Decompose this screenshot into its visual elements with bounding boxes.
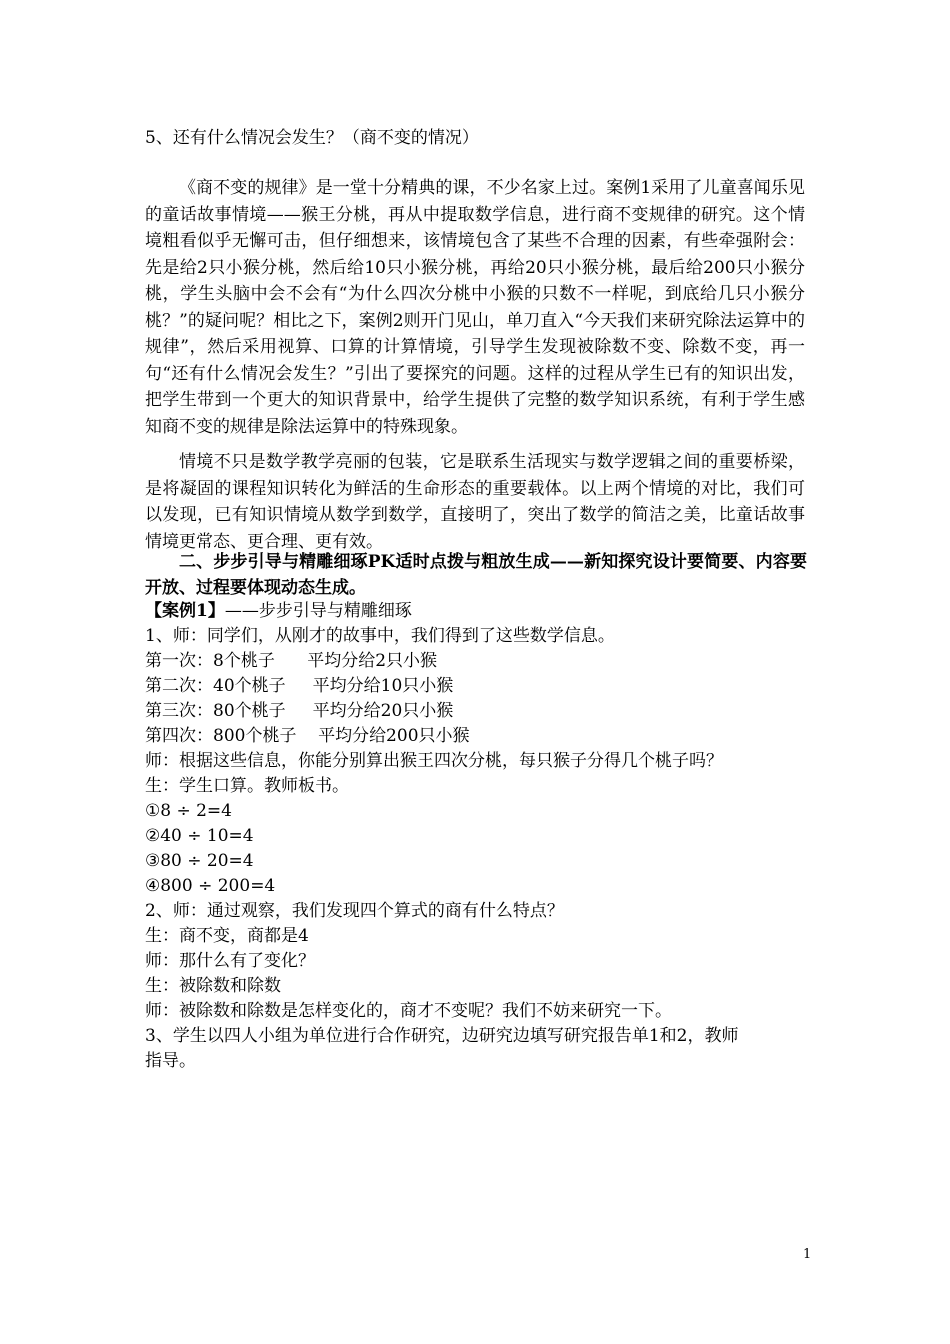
- dialog-line: 生：商不变，商都是4: [145, 926, 309, 946]
- equation-line-1: ①8 ÷ 2=4: [145, 801, 232, 821]
- dialog-line: 师：被除数和除数是怎样变化的，商才不变呢？我们不妨来研究一下。: [145, 1001, 672, 1021]
- equation-line-3: ③80 ÷ 20=4: [145, 851, 254, 871]
- info-line-2: 第二次：40个桃子 平均分给10只小猴: [145, 676, 454, 696]
- case-1-title: [145, 599, 412, 623]
- question-5-line: 5、还有什么情况会发生？（商不变的情况）: [145, 128, 479, 148]
- paragraph-analysis: 《商不变的规律》是一堂十分精典的课，不少名家上过。案例1采用了儿童喜闻乐见的童话故事情境——猴王分桃，再从中提取数学信息，进行商不变规律的研究。这个情境粗看似乎无懈可击，但仔细想来，该情境包含了某些不合理的因素，有些牵强附会：先是给2只小猴分桃，然后给10只小猴分桃，再给20只小猴分桃，最后给200只小猴分桃，学生头脑中会不会有“为什么四次分桃中小猴的只数不一样呢，到底给几只小猴分桃？”的疑问呢？相比之下，案例2则开门见山，单刀直入“今天我们来研究除法运算中的规律”，然后采用视算、口算的计算情境，引导学生发现被除数不变、除数不变，再一句“还有什么情况会发生？”引出了要探究的问题。这样的过程从学生已有的知识出发，把学生带到一个更大的知识背景中，给学生提供了完整的数学知识系统，有利于学生感知商不变的规律是除法运算中的特殊现象。: [145, 178, 805, 437]
- case-1-subtitle: ——步步引导与精雕细琢: [224, 601, 412, 621]
- section-heading-2: 二、步步引导与精雕细琢PK适时点拨与粗放生成——新知探究设计要简要、内容要开放、过程要体现动态生成。: [145, 552, 807, 598]
- dialog-line: 师：根据这些信息，你能分别算出猴王四次分桃，每只猴子分得几个桃子吗？: [145, 751, 723, 771]
- paragraph-context: 情境不只是数学教学亮丽的包装，它是联系生活现实与数学逻辑之间的重要桥梁，是将凝固的课程知识转化为鲜活的生命形态的重要载体。以上两个情境的对比，我们可以发现，已有知识情境从数学到数学，直接明了，突出了数学的简洁之美，比童话故事情境更常态、更合理、更有效。: [145, 452, 805, 552]
- info-line-4: 第四次：800个桃子 平均分给200只小猴: [145, 726, 470, 746]
- info-line-1: 第一次：8个桃子 平均分给2只小猴: [145, 651, 438, 671]
- dialog-line: 生：被除数和除数: [145, 976, 281, 996]
- equation-line-2: ②40 ÷ 10=4: [145, 826, 254, 846]
- dialog-line: 师：那什么有了变化？: [145, 951, 315, 971]
- dialog-line: 指导。: [145, 1051, 196, 1071]
- dialog-line: 生：学生口算。教师板书。: [145, 776, 349, 796]
- case-1-label: 【案例1】: [145, 601, 225, 621]
- info-line-3: 第三次：80个桃子 平均分给20只小猴: [145, 701, 454, 721]
- dialog-line: 1、师：同学们，从刚才的故事中，我们得到了这些数学信息。: [145, 626, 615, 646]
- dialog-line: 2、师：通过观察，我们发现四个算式的商有什么特点？: [145, 901, 564, 921]
- page-number: 1: [803, 1247, 812, 1262]
- dialog-line: 3、学生以四人小组为单位进行合作研究，边研究边填写研究报告单1和2，教师: [145, 1026, 739, 1046]
- equation-line-4: ④800 ÷ 200=4: [145, 876, 276, 896]
